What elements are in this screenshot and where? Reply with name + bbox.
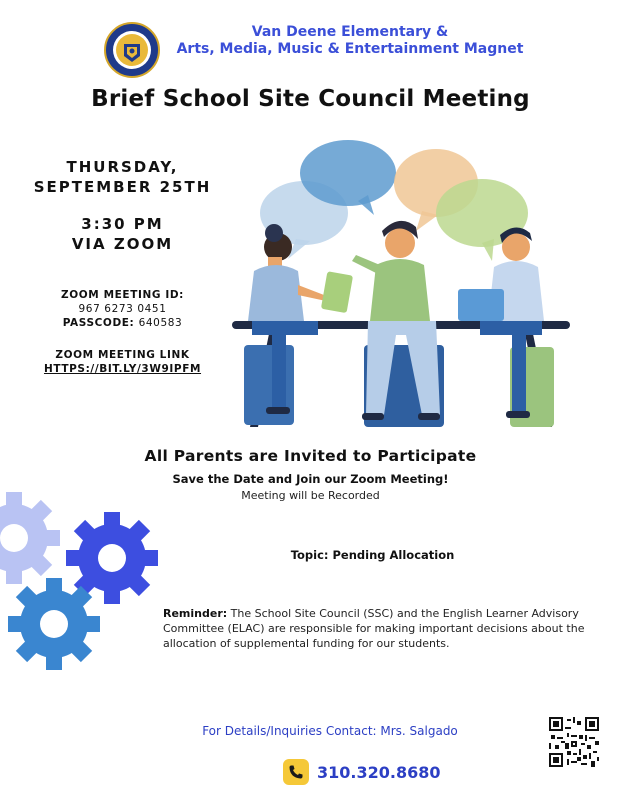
zoom-id-value: 967 6273 0451 [78, 303, 167, 315]
invite-headline: All Parents are Invited to Participate [144, 447, 477, 465]
meeting-topic: Topic: Pending Allocation [290, 548, 455, 562]
contact-line: For Details/Inquiries Contact: Mrs. Salgado [202, 724, 458, 738]
speech-bubble-icon [300, 140, 396, 206]
zoom-details [0, 288, 245, 330]
zoom-link-label: ZOOM MEETING LINK [55, 349, 190, 361]
page-title: Brief School Site Council Meeting [91, 86, 530, 112]
passcode-value: 640583 [138, 317, 183, 329]
passcode-label: PASSCODE: [62, 317, 135, 329]
reminder-text [163, 606, 608, 651]
meeting-time-value: 3:30 PM [81, 215, 164, 233]
meeting-time [0, 214, 245, 254]
zoom-id-label: ZOOM MEETING ID: [61, 289, 184, 301]
school-logo-icon [104, 22, 160, 78]
meeting-date [0, 157, 245, 197]
zoom-link[interactable]: HTTPS://BIT.LY/3W9IPFM [43, 363, 202, 375]
qr-code-icon[interactable] [549, 717, 599, 767]
reminder-label: Reminder: [163, 607, 228, 620]
meeting-illustration [226, 135, 576, 435]
phone-number[interactable]: 310.320.8680 [317, 762, 441, 782]
phone-icon [283, 759, 309, 785]
school-name-line-2: Arts, Media, Music & Entertainment Magnet [176, 41, 524, 57]
invite-subline: Save the Date and Join our Zoom Meeting! [172, 472, 449, 486]
school-name [170, 24, 530, 58]
zoom-link-block [0, 348, 245, 376]
phone-contact [283, 758, 440, 786]
school-name-line-1: Van Deene Elementary & [251, 24, 449, 40]
meeting-venue: VIA ZOOM [71, 235, 174, 253]
gear-icon [0, 482, 170, 692]
recording-note: Meeting will be Recorded [241, 489, 380, 502]
meeting-day: THURSDAY, [66, 158, 179, 176]
reminder-body: The School Site Council (SSC) and the English Learner Advisory Committee (ELAC) are responsible for making important decisions about the allocation of supplemental funding for our students. [163, 607, 585, 650]
meeting-date-value: SEPTEMBER 25TH [33, 178, 212, 196]
